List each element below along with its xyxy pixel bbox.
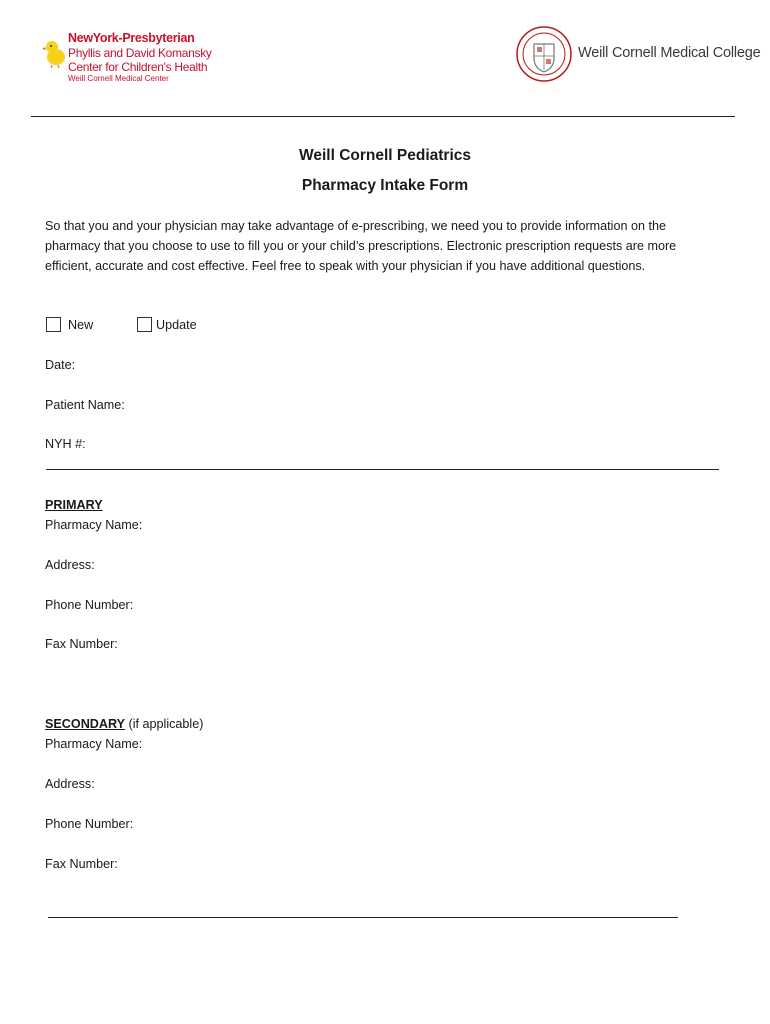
new-checkbox-label: New xyxy=(68,318,94,332)
update-checkbox-label: Update xyxy=(156,318,197,332)
footer-divider xyxy=(48,917,678,918)
secondary-heading-row xyxy=(45,717,203,731)
form-title: Pharmacy Intake Form xyxy=(301,177,469,194)
intro-line: So that you and your physician may take advantage of e-prescribing, we need you to provide information on the xyxy=(45,219,666,233)
intro-line: pharmacy that you choose to use to fill you or your child’s prescriptions. Electronic prescription requests are more xyxy=(45,239,677,253)
section-divider xyxy=(46,469,719,470)
logo-line-nyp: NewYork-Presbyterian xyxy=(68,31,195,45)
primary-pharmacy-name-label: Pharmacy Name: xyxy=(45,518,143,532)
logo-line-center: Center for Children's Health xyxy=(68,60,208,74)
update-checkbox[interactable] xyxy=(137,317,152,332)
new-checkbox[interactable] xyxy=(46,317,61,332)
logo-line-wcmc: Weill Cornell Medical Center xyxy=(68,74,169,83)
header-divider xyxy=(31,116,735,117)
page-title: Weill Cornell Pediatrics xyxy=(299,147,471,164)
date-label: Date: xyxy=(45,358,76,372)
secondary-heading: SECONDARY xyxy=(45,717,126,731)
intro-paragraph xyxy=(45,216,735,276)
logo-line-komansky: Phyllis and David Komansky xyxy=(68,46,212,60)
primary-phone-label: Phone Number: xyxy=(45,598,134,612)
chick-icon xyxy=(42,38,68,68)
wcmc-name: Weill Cornell Medical College xyxy=(578,45,761,61)
nyh-number-label: NYH #: xyxy=(45,437,86,451)
primary-fax-label: Fax Number: xyxy=(45,637,118,651)
secondary-phone-label: Phone Number: xyxy=(45,817,134,831)
secondary-note: (if applicable) xyxy=(125,717,204,731)
seal-icon xyxy=(516,26,572,82)
secondary-fax-label: Fax Number: xyxy=(45,857,118,871)
patient-name-label: Patient Name: xyxy=(45,398,125,412)
primary-heading: PRIMARY xyxy=(45,498,103,512)
intro-line: efficient, accurate and cost effective. Feel free to speak with your physician if you have additional questions. xyxy=(45,259,646,273)
secondary-pharmacy-name-label: Pharmacy Name: xyxy=(45,737,143,751)
secondary-address-label: Address: xyxy=(45,777,95,791)
primary-address-label: Address: xyxy=(45,558,95,572)
